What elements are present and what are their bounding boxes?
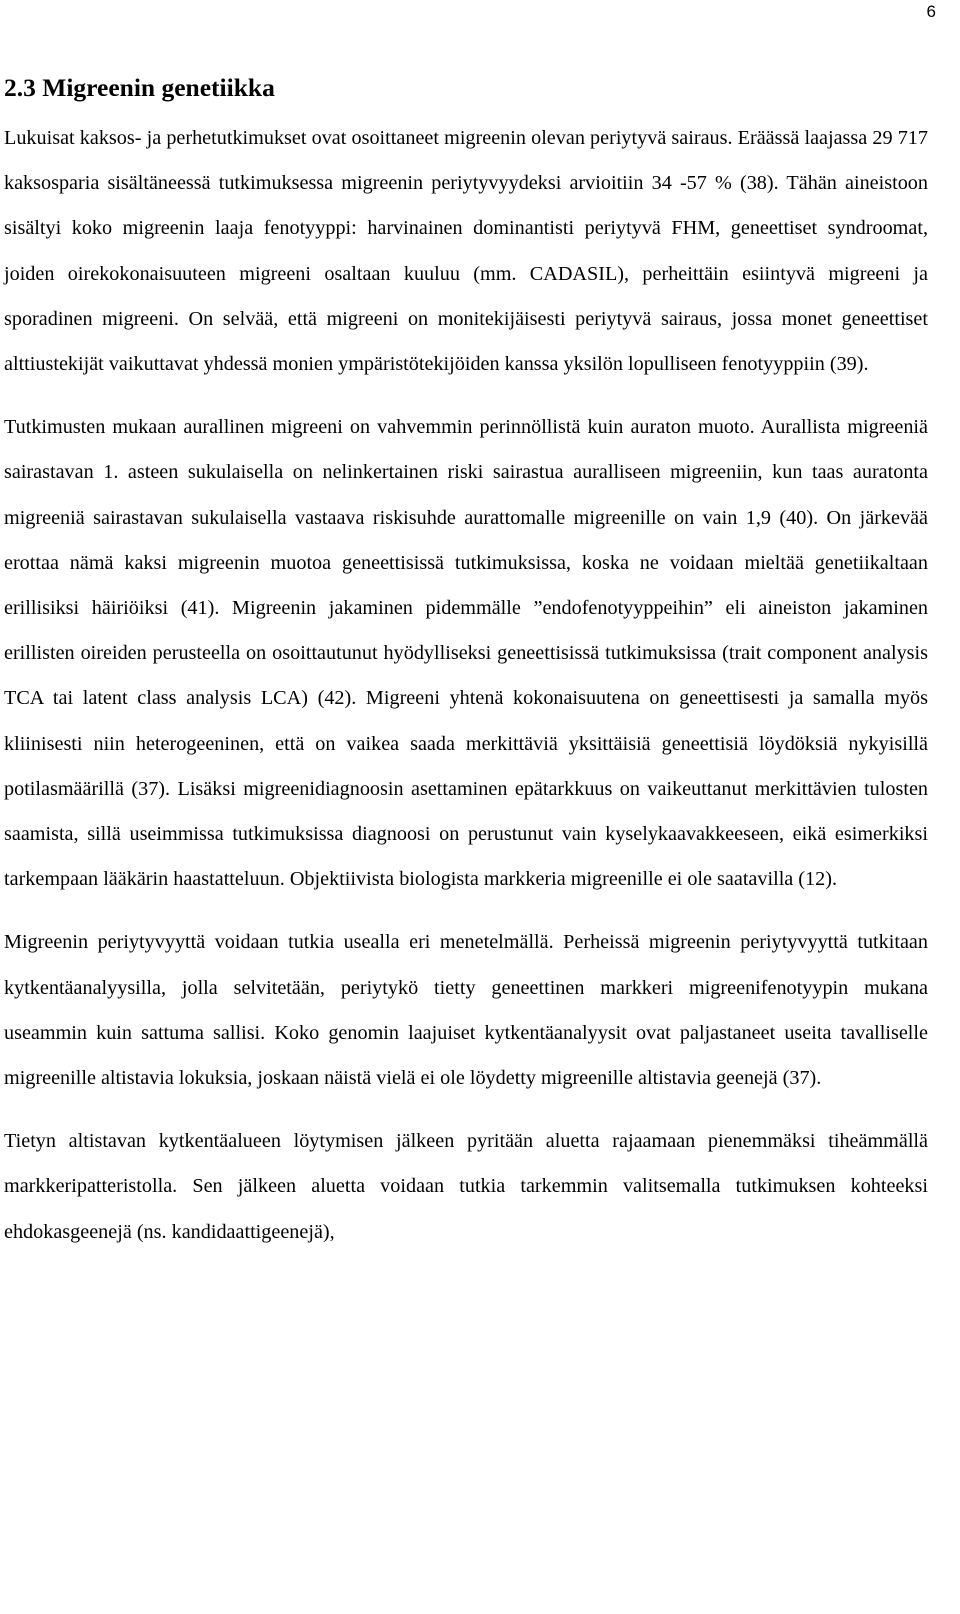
document-body	[4, 66, 928, 1255]
section-heading: 2.3 Migreenin genetiikka	[4, 73, 275, 102]
paragraph-candidate-genes: Tietyn altistavan kytkentäalueen löytymisen jälkeen pyritään aluetta rajaamaan pienemmäksi tiheämmällä markkeripatteristolla. Sen jälkeen aluetta voidaan tutkia tarkemmin valitsemalla tutkimuksen kohteeksi ehdokasgeenejä (ns. kandidaattigeenejä),	[4, 1130, 928, 1243]
page-number: 6	[926, 2, 936, 21]
paragraph-linkage-analysis: Migreenin periytyvyyttä voidaan tutkia usealla eri menetelmällä. Perheissä migreenin periytyvyyttä tutkitaan kytkentäanalyysilla, jolla selvitetään, periytykö tietty geneettinen markkeri migreenifenotyypin mukana useammin kuin sattuma sallisi. Koko genomin laajuiset kytkentäanalyysit ovat paljastaneet useita tavalliselle migreenille altistavia lokuksia, joskaan näistä vielä ei ole löydetty migreenille altistavia geenejä (37).	[4, 931, 928, 1090]
paragraph-heritability: Lukuisat kaksos- ja perhetutkimukset ovat osoittaneet migreenin olevan periytyvä sairaus. Eräässä laajassa 29 717 kaksosparia sisältäneessä tutkimuksessa migreenin periytyvyydeksi arvioitiin 34 -57 % (38). Tähän aineistoon sisältyi koko migreenin laaja fenotyyppi: harvinainen dominantisti periytyvä FHM, geneettiset syndroomat, joiden oirekokonaisuuteen migreeni osaltaan kuuluu (mm. CADASIL), perheittäin esiintyvä migreeni ja sporadinen migreeni. On selvää, että migreeni on monitekijäisesti periytyvä sairaus, jossa monet geneettiset alttiustekijät vaikuttavat yhdessä monien ympäristötekijöiden kanssa yksilön lopulliseen fenotyyppiin (39).	[4, 127, 928, 376]
paragraph-aura: Tutkimusten mukaan aurallinen migreeni on vahvemmin perinnöllistä kuin auraton muoto. Aurallista migreeniä sairastavan 1. asteen sukulaisella on nelinkertainen riski sairastua auralliseen migreeniin, kun taas auratonta migreeniä sairastavan sukulaisella vastaava riskisuhde aurattomalle migreenille on vain 1,9 (40). On järkevää erottaa nämä kaksi migreenin muotoa geneettisissä tutkimuksissa, koska ne voidaan mieltää genetiikaltaan erillisiksi häiriöiksi (41). Migreenin jakaminen pidemmälle ”endofenotyyppeihin” eli aineiston jakaminen erillisten oireiden perusteella on osoittautunut hyödylliseksi geneettisissä tutkimuksissa (trait component analysis TCA tai latent class analysis LCA) (42). Migreeni yhtenä kokonaisuutena on geneettisesti ja samalla myös kliinisesti niin heterogeeninen, että on vaikea saada merkittäviä yksittäisiä geneettisiä löydöksiä nykyisillä potilasmäärillä (37). Lisäksi migreenidiagnoosin asettaminen epätarkkuus on vaikeuttanut merkittävien tulosten saamista, sillä useimmissa tutkimuksissa diagnoosi on perustunut vain kyselykaavakkeeseen, eikä esimerkiksi tarkempaan lääkärin haastatteluun. Objektiivista biologista markkeria migreenille ei ole saatavilla (12).	[4, 416, 928, 891]
